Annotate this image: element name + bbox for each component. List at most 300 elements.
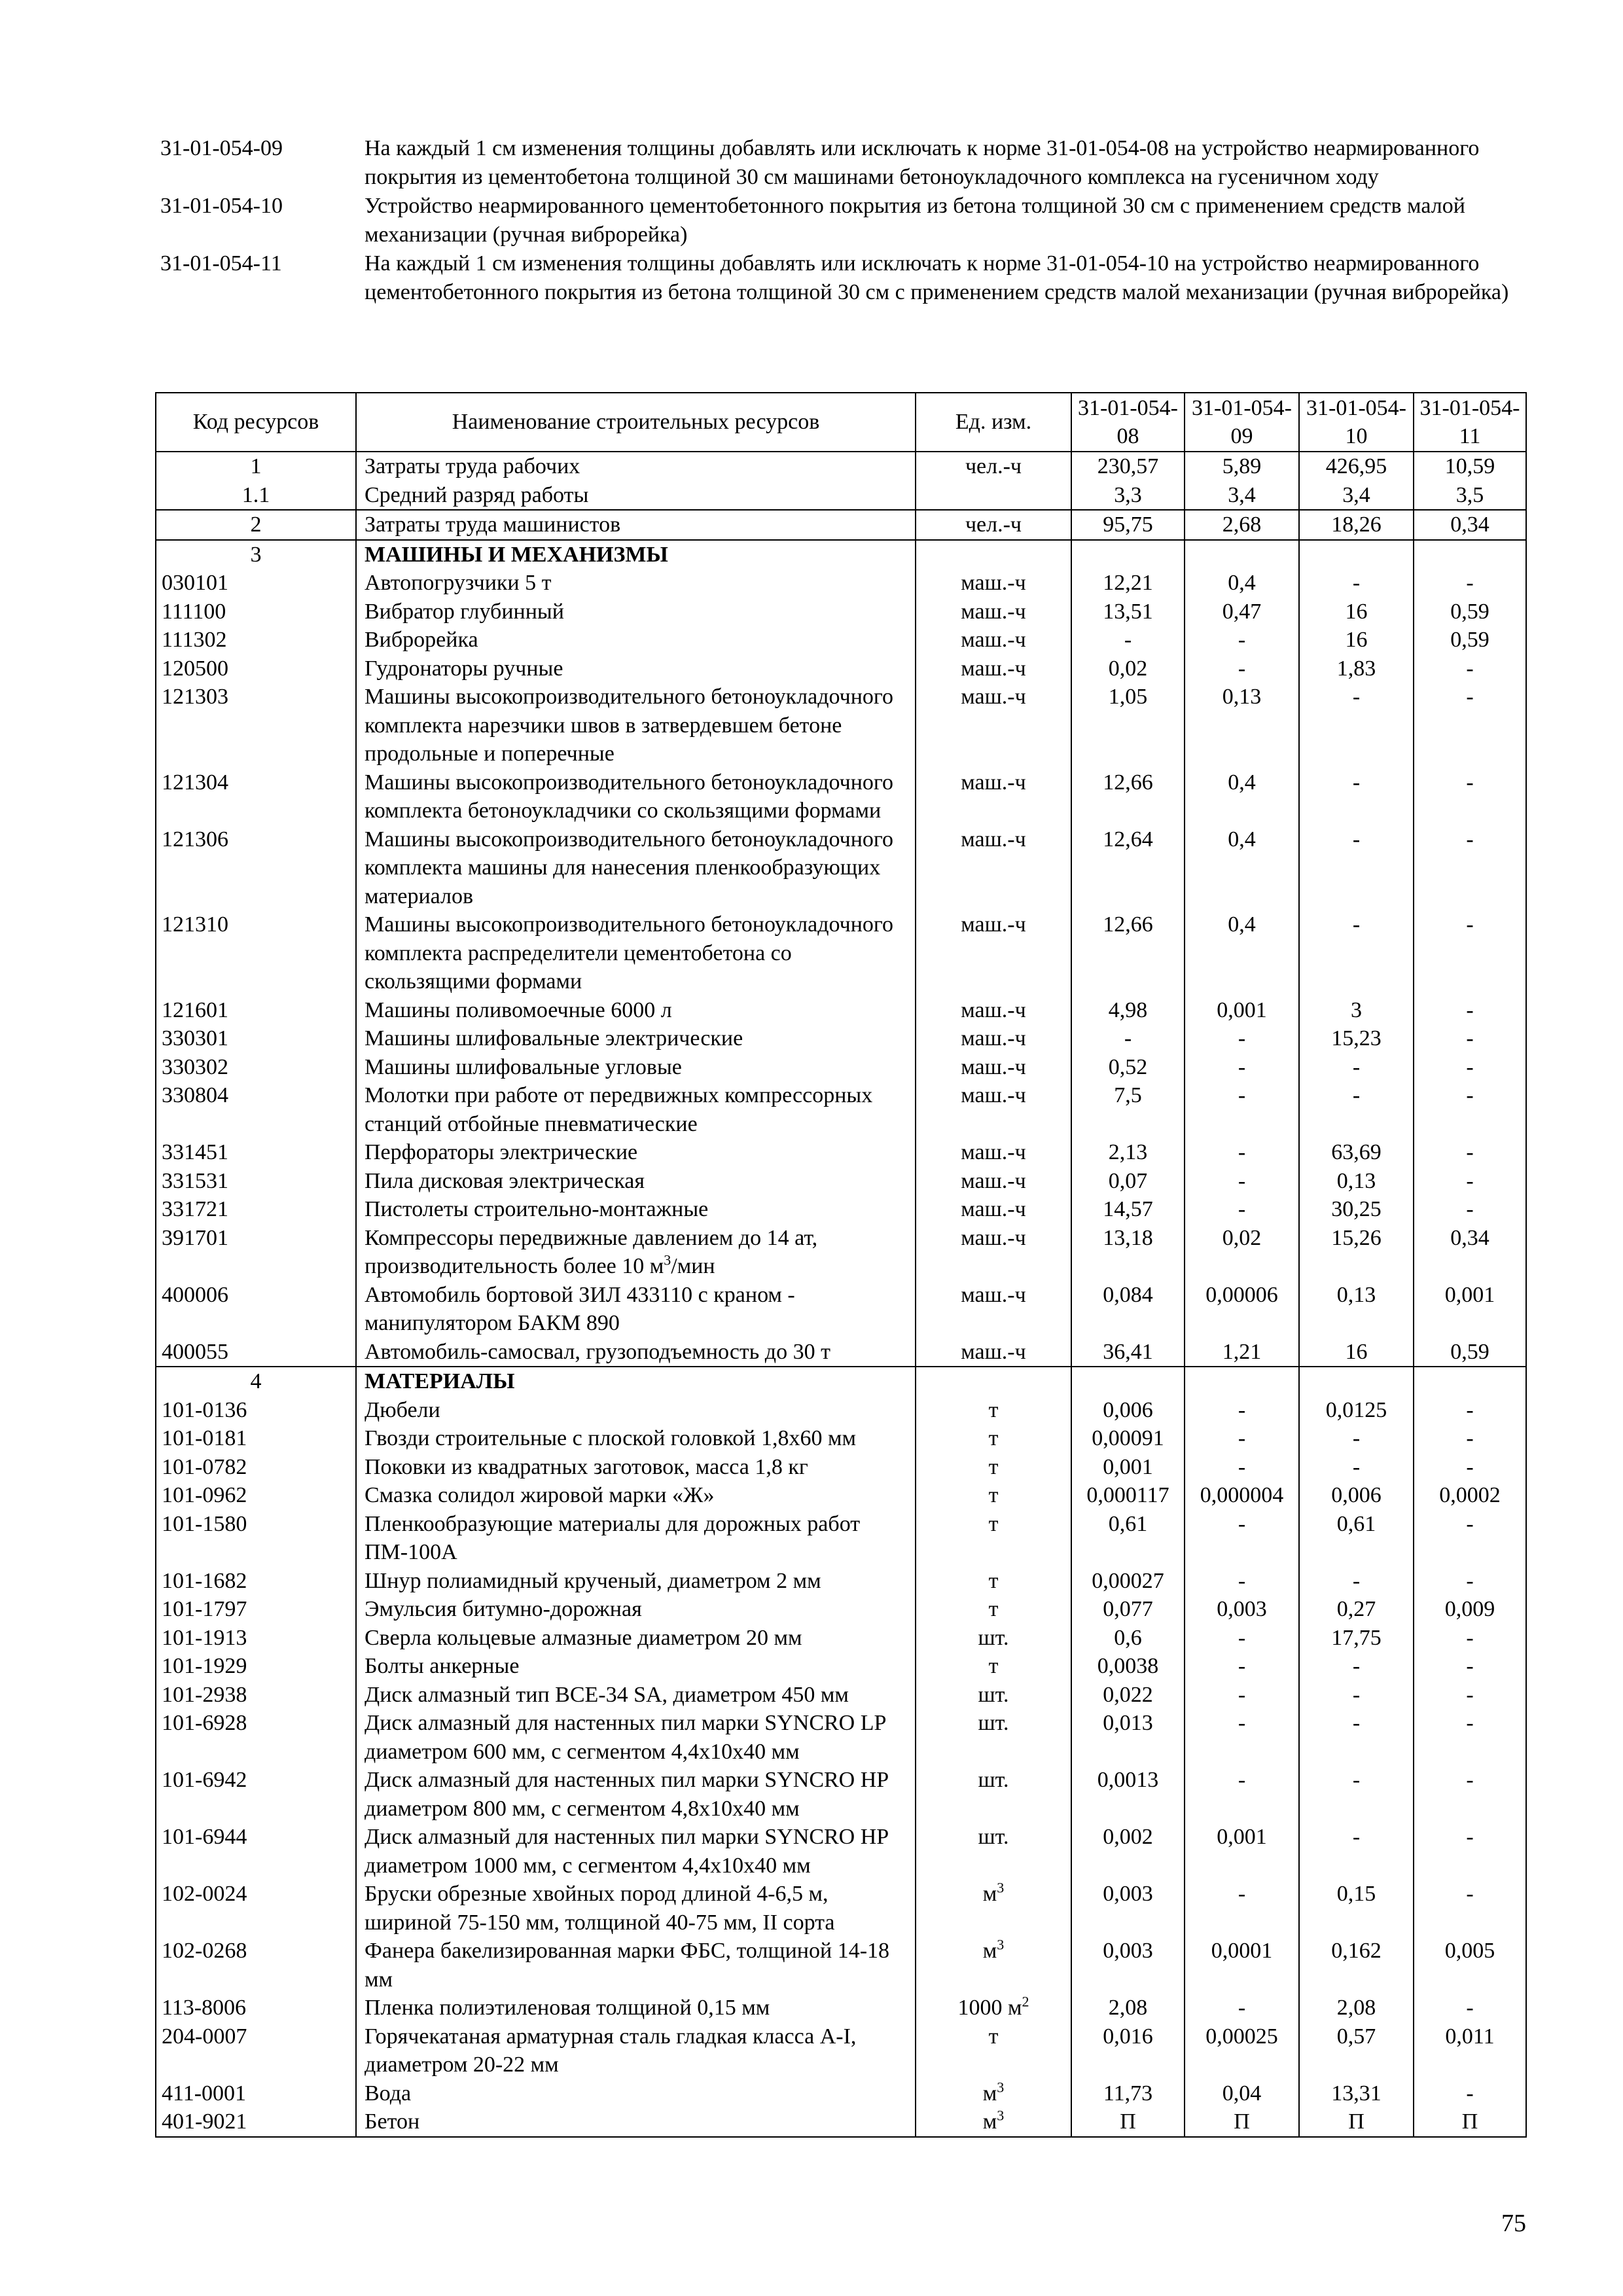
resource-code: 121310 [156,910,356,996]
resource-name: Автомобиль-самосвал, грузоподъемность до 30 т [356,1338,916,1367]
resource-code: 102-0024 [156,1880,356,1937]
resource-code: 101-6928 [156,1709,356,1766]
resource-unit: маш.-ч [916,1167,1071,1196]
resource-code: 331531 [156,1167,356,1196]
resource-code: 2 [156,510,356,540]
value-norm-09: - [1185,1053,1299,1082]
table-row [156,1024,1526,1053]
value-norm-10: 16 [1299,626,1414,655]
value-norm-10: 3 [1299,996,1414,1025]
resource-unit: маш.-ч [916,1338,1071,1367]
value-norm-08 [1071,540,1185,569]
value-norm-11: - [1414,910,1526,996]
value-norm-11: - [1414,1880,1526,1937]
resource-name: Автопогрузчики 5 т [356,569,916,598]
resource-code: 400055 [156,1338,356,1367]
value-norm-08: 0,003 [1071,1937,1185,1994]
value-norm-08: 12,66 [1071,768,1185,825]
value-norm-08: 0,006 [1071,1396,1185,1425]
resource-name: Затраты труда машинистов [356,510,916,540]
resource-name: Фанера бакелизированная марки ФБС, толщиной 14-18 мм [356,1937,916,1994]
value-norm-11: 0,59 [1414,626,1526,655]
value-norm-09: - [1185,1709,1299,1766]
resource-code: 330302 [156,1053,356,1082]
value-norm-09 [1185,540,1299,569]
value-norm-10: 426,95 [1299,452,1414,481]
table-row [156,1823,1526,1880]
value-norm-10: 0,27 [1299,1595,1414,1624]
table-row [156,1281,1526,1338]
resource-name: Поковки из квадратных заготовок, масса 1,8 кг [356,1453,916,1482]
resource-name: Машины высокопроизводительного бетоноукладочного комплекта нарезчики швов в затвердевшем бетоне продольные и поперечные [356,683,916,768]
resource-unit: маш.-ч [916,1281,1071,1338]
header-unit: Ед. изм. [916,393,1071,452]
value-norm-08: 11,73 [1071,2079,1185,2108]
value-norm-10: 0,162 [1299,1937,1414,1994]
value-norm-10: 17,75 [1299,1624,1414,1653]
resource-code: 102-0268 [156,1937,356,1994]
value-norm-09: 3,4 [1185,481,1299,511]
value-norm-09: 0,4 [1185,910,1299,996]
value-norm-09: - [1185,1081,1299,1138]
value-norm-11: - [1414,1396,1526,1425]
resource-name: Сверла кольцевые алмазные диаметром 20 мм [356,1624,916,1653]
resource-unit: т [916,1567,1071,1596]
value-norm-11: - [1414,2079,1526,2108]
table-row [156,1424,1526,1453]
value-norm-11: 0,59 [1414,598,1526,626]
value-norm-10: 16 [1299,1338,1414,1367]
resource-unit: маш.-ч [916,1081,1071,1138]
value-norm-10: 2,08 [1299,1994,1414,2022]
value-norm-11: - [1414,1567,1526,1596]
table-row [156,1453,1526,1482]
value-norm-11: - [1414,1081,1526,1138]
value-norm-08: 3,3 [1071,481,1185,511]
resource-code: 101-1580 [156,1510,356,1567]
header-name: Наименование строительных ресурсов [356,393,916,452]
value-norm-08: 230,57 [1071,452,1185,481]
value-norm-10: - [1299,825,1414,911]
value-norm-08: 12,64 [1071,825,1185,911]
table-row [156,1880,1526,1937]
resource-code: 111302 [156,626,356,655]
resource-code: 101-6942 [156,1766,356,1823]
resource-name: Машины высокопроизводительного бетоноукладочного комплекта распределители цементобетона со скользящими формами [356,910,916,996]
value-norm-11: 0,59 [1414,1338,1526,1367]
table-row [156,1510,1526,1567]
resource-unit: маш.-ч [916,825,1071,911]
value-norm-11: - [1414,1195,1526,1224]
value-norm-10: 15,26 [1299,1224,1414,1281]
table-row [156,1481,1526,1510]
resource-unit: т [916,1510,1071,1567]
resource-unit: маш.-ч [916,1138,1071,1167]
page-number: 75 [1501,2210,1526,2237]
value-norm-10: - [1299,1681,1414,1710]
resource-name: Пленка полиэтиленовая толщиной 0,15 мм [356,1994,916,2022]
resource-unit: маш.-ч [916,569,1071,598]
value-norm-09: - [1185,1652,1299,1681]
value-norm-10: - [1299,1453,1414,1482]
resource-name: Виброрейка [356,626,916,655]
resource-name: Дюбели [356,1396,916,1425]
resource-name: Машины шлифовальные электрические [356,1024,916,1053]
resource-unit: маш.-ч [916,626,1071,655]
resource-unit: т [916,1396,1071,1425]
resource-code: 3 [156,540,356,569]
value-norm-10 [1299,540,1414,569]
value-norm-09: - [1185,655,1299,683]
resource-code: 101-1929 [156,1652,356,1681]
resource-code: 121304 [156,768,356,825]
value-norm-08: 95,75 [1071,510,1185,540]
value-norm-10: - [1299,1081,1414,1138]
value-norm-09: 0,001 [1185,996,1299,1025]
value-norm-11: 0,009 [1414,1595,1526,1624]
value-norm-11: - [1414,1823,1526,1880]
value-norm-09: 0,00025 [1185,2022,1299,2079]
value-norm-09: - [1185,1624,1299,1653]
resource-unit: маш.-ч [916,910,1071,996]
value-norm-08: 0,084 [1071,1281,1185,1338]
resource-code: 101-1682 [156,1567,356,1596]
section-row [156,540,1526,569]
resource-unit: шт. [916,1624,1071,1653]
table-row [156,2022,1526,2079]
value-norm-08: 2,08 [1071,1994,1185,2022]
value-norm-08: 4,98 [1071,996,1185,1025]
value-norm-10: 30,25 [1299,1195,1414,1224]
value-norm-08: 12,66 [1071,910,1185,996]
value-norm-10: - [1299,1424,1414,1453]
resource-unit: т [916,2022,1071,2079]
resource-unit: т [916,1424,1071,1453]
value-norm-08: 0,02 [1071,655,1185,683]
value-norm-08: 0,52 [1071,1053,1185,1082]
value-norm-08: 0,016 [1071,2022,1185,2079]
table-row [156,2079,1526,2108]
resource-unit: шт. [916,1766,1071,1823]
resource-name: МАТЕРИАЛЫ [356,1367,916,1396]
value-norm-08: 2,13 [1071,1138,1185,1167]
value-norm-11: П [1414,2108,1526,2137]
value-norm-08: 7,5 [1071,1081,1185,1138]
value-norm-11: - [1414,1024,1526,1053]
resource-name: Машины высокопроизводительного бетоноукладочного комплекта машины для нанесения пленкообразующих материалов [356,825,916,911]
resource-code: 330301 [156,1024,356,1053]
resource-name: Пистолеты строительно-монтажные [356,1195,916,1224]
resource-code: 4 [156,1367,356,1396]
table-row [156,452,1526,481]
table-row [156,1224,1526,1281]
value-norm-08: - [1071,1024,1185,1053]
resource-code: 204-0007 [156,2022,356,2079]
resource-name: Затраты труда рабочих [356,452,916,481]
value-norm-09: - [1185,626,1299,655]
norm-code: 31-01-054-10 [160,194,283,218]
value-norm-10: 13,31 [1299,2079,1414,2108]
resource-unit: чел.-ч [916,510,1071,540]
resource-unit: маш.-ч [916,996,1071,1025]
value-norm-09: - [1185,1567,1299,1596]
value-norm-10 [1299,1367,1414,1396]
value-norm-08: 0,003 [1071,1880,1185,1937]
table-row [156,1937,1526,1994]
value-norm-09: П [1185,2108,1299,2137]
table-row [156,910,1526,996]
value-norm-10: 15,23 [1299,1024,1414,1053]
value-norm-09: 0,0001 [1185,1937,1299,1994]
resource-code: 101-2938 [156,1681,356,1710]
resource-code: 121601 [156,996,356,1025]
resource-unit: $м^3$ [916,2079,1071,2108]
resource-code: 101-6944 [156,1823,356,1880]
resource-unit: маш.-ч [916,683,1071,768]
resource-unit: маш.-ч [916,1224,1071,1281]
resource-name: Бетон [356,2108,916,2137]
resource-name: Молотки при работе от передвижных компрессорных станций отбойные пневматические [356,1081,916,1138]
value-norm-11: - [1414,1138,1526,1167]
resource-name: Вода [356,2079,916,2108]
value-norm-08: 14,57 [1071,1195,1185,1224]
resource-name: Гудронаторы ручные [356,655,916,683]
value-norm-09: - [1185,1138,1299,1167]
value-norm-09: 0,003 [1185,1595,1299,1624]
header-norm-09: 31-01-054-09 [1185,393,1299,452]
value-norm-08: 0,077 [1071,1595,1185,1624]
table-row [156,683,1526,768]
value-norm-10: 0,0125 [1299,1396,1414,1425]
resource-name: Машины шлифовальные угловые [356,1053,916,1082]
value-norm-10: - [1299,1567,1414,1596]
resource-code: 101-0782 [156,1453,356,1482]
value-norm-11: 0,011 [1414,2022,1526,2079]
value-norm-08: 12,21 [1071,569,1185,598]
resource-unit: $м^3$ [916,1880,1071,1937]
resource-code: 113-8006 [156,1994,356,2022]
value-norm-11: 3,5 [1414,481,1526,511]
value-norm-08: 13,51 [1071,598,1185,626]
resource-name: Гвозди строительные с плоской головкой 1,8х60 мм [356,1424,916,1453]
value-norm-09: 0,13 [1185,683,1299,768]
value-norm-09: - [1185,1453,1299,1482]
header-code: Код ресурсов [156,393,356,452]
value-norm-08: П [1071,2108,1185,2137]
resource-name: Эмульсия битумно-дорожная [356,1595,916,1624]
resource-unit: т [916,1595,1071,1624]
resource-code: 101-0136 [156,1396,356,1425]
value-norm-10: 1,83 [1299,655,1414,683]
value-norm-08: 0,61 [1071,1510,1185,1567]
value-norm-11: - [1414,1053,1526,1082]
resource-name: Диск алмазный тип ВСЕ-34 SA, диаметром 450 мм [356,1681,916,1710]
table-row [156,1652,1526,1681]
value-norm-10: 3,4 [1299,481,1414,511]
resource-name: МАШИНЫ И МЕХАНИЗМЫ [356,540,916,569]
value-norm-10: 18,26 [1299,510,1414,540]
value-norm-10: 0,57 [1299,2022,1414,2079]
value-norm-08: 36,41 [1071,1338,1185,1367]
value-norm-08: 0,07 [1071,1167,1185,1196]
value-norm-11: - [1414,1624,1526,1653]
resource-code: 111100 [156,598,356,626]
value-norm-11: - [1414,1994,1526,2022]
table-row [156,1567,1526,1596]
value-norm-10: - [1299,1709,1414,1766]
table-row [156,626,1526,655]
table-row [156,1994,1526,2022]
value-norm-10: 0,61 [1299,1510,1414,1567]
resource-code: 1 [156,452,356,481]
table-row [156,996,1526,1025]
resource-name: Бруски обрезные хвойных пород длиной 4-6,5 м, шириной 75-150 мм, толщиной 40-75 мм, II сорта [356,1880,916,1937]
resource-name: Диск алмазный для настенных пил марки SYNCRO LP диаметром 600 мм, с сегментом 4,4х10х40 мм [356,1709,916,1766]
value-norm-09: 0,000004 [1185,1481,1299,1510]
norm-code: 31-01-054-11 [160,251,282,276]
value-norm-10: П [1299,2108,1414,2137]
value-norm-08: 0,000117 [1071,1481,1185,1510]
resource-name: Смазка солидол жировой марки «Ж» [356,1481,916,1510]
value-norm-11: - [1414,996,1526,1025]
value-norm-09: 0,04 [1185,2079,1299,2108]
value-norm-08: 0,6 [1071,1624,1185,1653]
value-norm-11: - [1414,768,1526,825]
norm-entry [160,134,1522,192]
value-norm-11: - [1414,655,1526,683]
header-norm-11: 31-01-054-11 [1414,393,1526,452]
resource-code: 1.1 [156,481,356,511]
resource-code: 411-0001 [156,2079,356,2108]
table-row [156,598,1526,626]
value-norm-09 [1185,1367,1299,1396]
value-norm-10: - [1299,1823,1414,1880]
resource-name: Болты анкерные [356,1652,916,1681]
value-norm-09: - [1185,1024,1299,1053]
value-norm-09: 0,001 [1185,1823,1299,1880]
value-norm-11: 0,34 [1414,510,1526,540]
value-norm-11: - [1414,825,1526,911]
value-norm-09: - [1185,1396,1299,1425]
resource-unit: маш.-ч [916,1024,1071,1053]
value-norm-10: 0,13 [1299,1281,1414,1338]
value-norm-11: 0,34 [1414,1224,1526,1281]
resource-code: 400006 [156,1281,356,1338]
value-norm-09: - [1185,1766,1299,1823]
resource-name: Диск алмазный для настенных пил марки SYNCRO HP диаметром 1000 мм, с сегментом 4,4х10х40 мм [356,1823,916,1880]
value-norm-10: - [1299,1053,1414,1082]
value-norm-11: 0,001 [1414,1281,1526,1338]
resource-unit: т [916,1481,1071,1510]
resource-name: Компрессоры передвижные давлением до 14 ат, производительность более 10 $м^3$/мин [356,1224,916,1281]
resource-name: Вибратор глубинный [356,598,916,626]
section-row [156,1367,1526,1396]
table-row [156,1681,1526,1710]
value-norm-09: 5,89 [1185,452,1299,481]
norm-text: На каждый 1 см изменения толщины добавлять или исключать к норме 31-01-054-10 на устройство неармированного цементобетонного покрытия из бетона толщиной 30 см с применением средств малой механизации (ручная виброрейка) [365,251,1509,304]
norm-text: Устройство неармированного цементобетонного покрытия из бетона толщиной 30 см с применением средств малой механизации (ручная виброрейка) [365,194,1465,247]
norm-entry [160,249,1522,307]
value-norm-11: 0,005 [1414,1937,1526,1994]
resource-code: 331721 [156,1195,356,1224]
value-norm-10: - [1299,1652,1414,1681]
value-norm-08: 0,00091 [1071,1424,1185,1453]
resource-unit: $м^3$ [916,1937,1071,1994]
table-row [156,2108,1526,2137]
value-norm-11: - [1414,1167,1526,1196]
table-body [156,452,1526,2137]
table-row [156,655,1526,683]
value-norm-10: 0,13 [1299,1167,1414,1196]
value-norm-09: - [1185,1195,1299,1224]
resource-name: Автомобиль бортовой ЗИЛ 433110 с краном - манипулятором БАКМ 890 [356,1281,916,1338]
value-norm-09: - [1185,1994,1299,2022]
resource-unit [916,540,1071,569]
value-norm-11: - [1414,1681,1526,1710]
table-row [156,1195,1526,1224]
resource-unit: т [916,1652,1071,1681]
header-norm-10: 31-01-054-10 [1299,393,1414,452]
value-norm-08: - [1071,626,1185,655]
resource-name: Диск алмазный для настенных пил марки SYNCRO HP диаметром 800 мм, с сегментом 4,8х10х40 мм [356,1766,916,1823]
norm-entry [160,192,1522,249]
resource-code: 401-9021 [156,2108,356,2137]
value-norm-09: - [1185,1681,1299,1710]
value-norm-10: - [1299,569,1414,598]
value-norm-08: 0,0013 [1071,1766,1185,1823]
resource-unit: шт. [916,1823,1071,1880]
value-norm-11: 10,59 [1414,452,1526,481]
resource-code: 331451 [156,1138,356,1167]
table-row [156,1709,1526,1766]
resource-name: Шнур полиамидный крученый, диаметром 2 мм [356,1567,916,1596]
resource-unit: маш.-ч [916,768,1071,825]
value-norm-11 [1414,540,1526,569]
value-norm-11: - [1414,1510,1526,1567]
resource-name: Машины поливомоечные 6000 л [356,996,916,1025]
value-norm-08 [1071,1367,1185,1396]
value-norm-08: 0,001 [1071,1453,1185,1482]
value-norm-09: 2,68 [1185,510,1299,540]
value-norm-11: - [1414,1453,1526,1482]
resource-unit: маш.-ч [916,1053,1071,1082]
value-norm-10: - [1299,683,1414,768]
table-row [156,1167,1526,1196]
resource-code: 101-0962 [156,1481,356,1510]
norm-descriptions [160,134,1522,307]
table-row [156,1766,1526,1823]
resource-unit: т [916,1453,1071,1482]
value-norm-10: 63,69 [1299,1138,1414,1167]
value-norm-08: 0,0038 [1071,1652,1185,1681]
value-norm-10: - [1299,910,1414,996]
table-row [156,825,1526,911]
value-norm-08: 0,00027 [1071,1567,1185,1596]
table-row [156,1624,1526,1653]
value-norm-08: 0,002 [1071,1823,1185,1880]
table-row [156,1595,1526,1624]
resource-unit: маш.-ч [916,655,1071,683]
value-norm-10: 16 [1299,598,1414,626]
resource-code: 101-1797 [156,1595,356,1624]
resource-code: 121303 [156,683,356,768]
resource-unit: шт. [916,1709,1071,1766]
resource-unit: $м^3$ [916,2108,1071,2137]
value-norm-09: 0,4 [1185,768,1299,825]
value-norm-10: - [1299,768,1414,825]
table-row [156,1396,1526,1425]
value-norm-09: - [1185,1880,1299,1937]
